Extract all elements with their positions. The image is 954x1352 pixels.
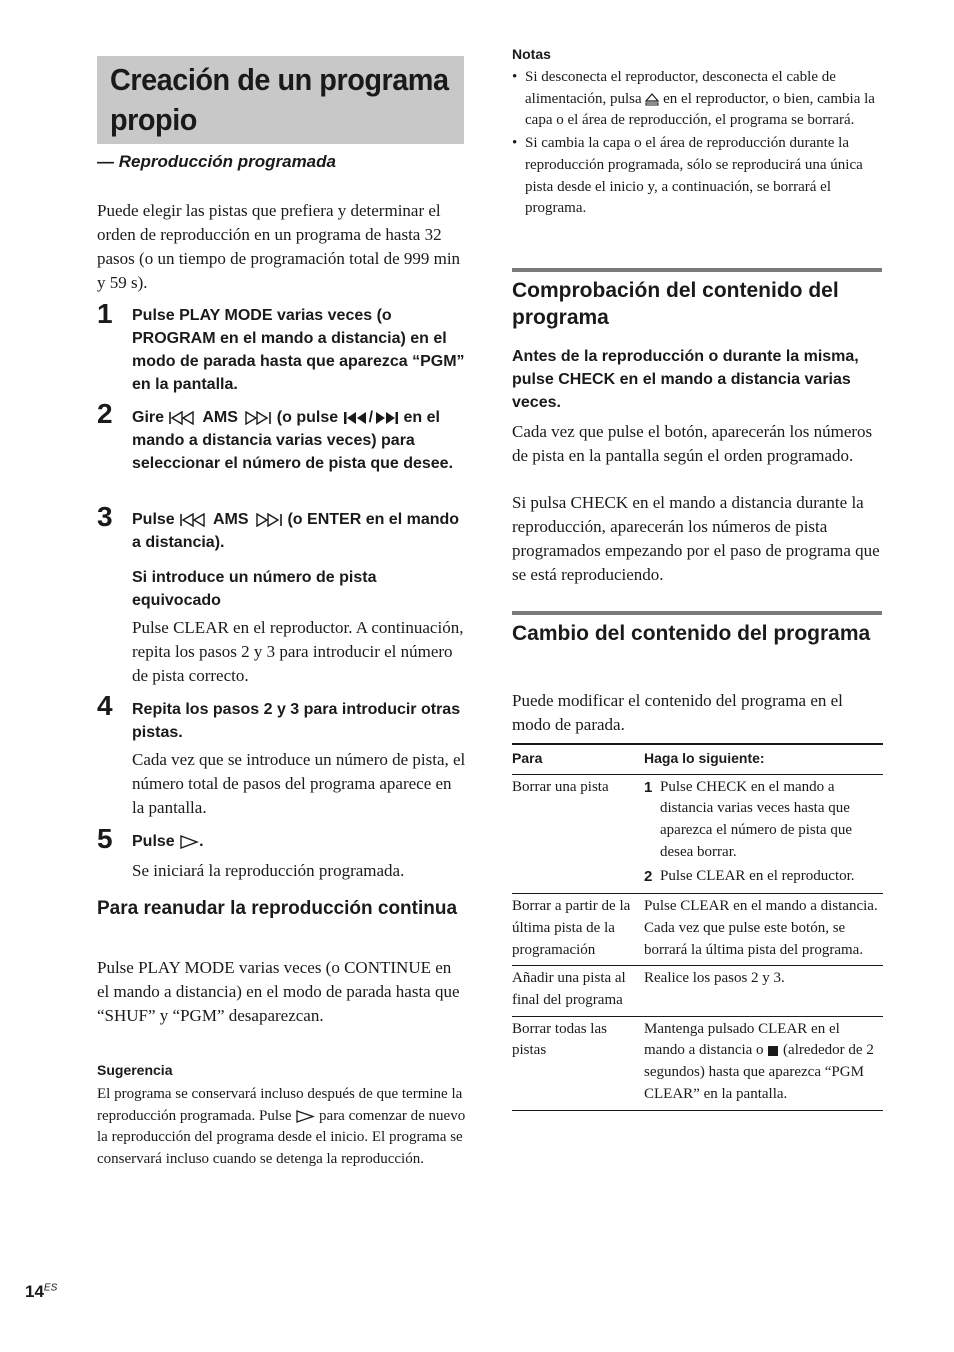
program-table <box>512 743 883 1111</box>
table-substep-text: Pulse CHECK en el mando a distancia varias veces hasta que aparezca el número de pista que desea borrar. <box>660 778 852 860</box>
table-cell-action: Realice los pasos 2 y 3. <box>644 966 883 1016</box>
step-4-body: Cada vez que se introduce un número de pista, el número total de pasos del programa aparece en la pantalla. <box>132 750 466 817</box>
section-rule <box>512 611 882 615</box>
step-1-text: Pulse PLAY MODE varias veces (o PROGRAM en el mando a distancia) en el modo de parada hasta que aparezca “PGM” en la pantalla. <box>132 307 465 393</box>
table-cell-action <box>644 1016 883 1110</box>
table-row <box>512 894 883 966</box>
skip-prev-icon <box>343 411 369 425</box>
table-substep <box>644 777 883 864</box>
play-icon <box>295 1110 315 1123</box>
step-5-number: 5 <box>97 823 113 854</box>
step-5-text-b: . <box>199 833 204 850</box>
ams-prev-icon <box>168 411 198 425</box>
table-cell-para: Añadir una pista al final del programa <box>512 966 644 1016</box>
table-cell-text-a: Mantenga pulsado CLEAR en el mando a distancia o <box>644 1020 840 1059</box>
ams-next-icon <box>253 513 283 527</box>
tip-body-a: El programa se conservará incluso después de que termine la reproducción programada. Pulse <box>97 1086 463 1124</box>
table-substep-text: Pulse CLEAR en el reproductor. <box>660 867 855 884</box>
table-header-para: Para <box>512 744 644 774</box>
step-3-text-b: AMS <box>213 511 249 528</box>
check-heading: Comprobación del contenido del programa <box>512 279 839 329</box>
notes-list <box>512 67 884 221</box>
skip-next-icon <box>373 411 399 425</box>
page-subtitle: — Reproducción programada <box>97 152 336 171</box>
title-line-2: propio <box>110 102 197 137</box>
resume-heading: Para reanudar la reproducción continua <box>97 898 458 919</box>
ams-prev-icon <box>179 513 209 527</box>
table-cell-action <box>644 894 883 966</box>
step-2-text: Gire AMS (o pulse / en el mando a distancia varias veces) para seleccionar el número de pista que desee. <box>132 409 454 472</box>
table-cell-para: Borrar a partir de la última pista de la programación <box>512 894 644 966</box>
tip-body-b: para comenzar de nuevo la reproducción del programa desde el inicio. El programa se conservará incluso cuando se detenga la reproducción. <box>97 1107 466 1168</box>
step-2-number: 2 <box>97 398 113 429</box>
step-5-text <box>132 830 467 853</box>
note-item-1 <box>512 67 884 132</box>
step-5-text-a: Pulse <box>132 833 175 850</box>
change-heading: Cambio del contenido del programa <box>512 622 871 645</box>
table-cell-action <box>644 774 883 894</box>
tip-heading: Sugerencia <box>97 1062 173 1078</box>
table-row <box>512 966 883 1016</box>
step-3-subheading: Si introduce un número de pista equivocado <box>132 569 377 609</box>
title-line-1: Creación de un programa <box>110 62 449 97</box>
check-body-2: Si pulsa CHECK en el mando a distancia durante la reproducción, aparecerán los números de pista programados empezando por el paso de programa que se está reproduciendo. <box>512 493 880 584</box>
note-1-a: Si desconecta el reproductor, desconecta el cable de alimentación, pulsa <box>525 69 836 107</box>
table-header-action: Haga lo siguiente: <box>644 744 883 774</box>
table-header-row <box>512 744 883 774</box>
step-1-number: 1 <box>97 298 113 329</box>
table-cell-para: Borrar una pista <box>512 774 644 894</box>
step-3-text <box>132 508 467 554</box>
step-2-text-d: en el mando a distancia varias veces) para seleccionar el número de pista que desee. <box>132 409 454 472</box>
tip-body <box>97 1084 467 1171</box>
step-4-text: Repita los pasos 2 y 3 para introducir otras pistas. <box>132 701 461 741</box>
intro-paragraph: Puede elegir las pistas que prefiera y determinar el orden de reproducción en un programa de hasta 32 pasos (o un tiempo de programación total de 999 min y 59 s). <box>97 201 461 292</box>
step-4-number: 4 <box>97 690 113 721</box>
step-5-body: Se iniciará la reproducción programada. <box>132 861 405 880</box>
step-3-text-a: Pulse <box>132 511 175 528</box>
table-substep-number: 1 <box>644 778 653 796</box>
resume-body: Pulse PLAY MODE varias veces (o CONTINUE en el mando a distancia) en el modo de parada hasta que “SHUF” y “PGM” desaparezcan. <box>97 958 460 1025</box>
table-row <box>512 1016 883 1110</box>
notes-heading: Notas <box>512 46 551 62</box>
page-title <box>110 60 463 140</box>
page-number-value: 14 <box>25 1282 44 1301</box>
ams-next-icon <box>242 411 272 425</box>
table-cell-line: Pulse CLEAR en el mando a distancia. <box>644 898 878 915</box>
table-substep <box>644 866 883 888</box>
step-3-sub-body: Pulse CLEAR en el reproductor. A continuación, repita los pasos 2 y 3 para introducir el número de pista correcto. <box>132 618 464 685</box>
step-3-text-c: (o ENTER en el mando a distancia). <box>132 511 460 551</box>
check-lead: Antes de la reproducción o durante la misma, pulse CHECK en el mando a distancia varias veces. <box>512 348 859 411</box>
note-1-b: en el reproductor, o bien, cambia la capa o el área de reproducción, el programa se borrará. <box>525 90 875 129</box>
stop-icon <box>767 1045 779 1057</box>
check-body-1: Cada vez que pulse el botón, aparecerán los números de pista en la pantalla según el orden programado. <box>512 422 873 465</box>
page-language-suffix: ES <box>43 1282 58 1294</box>
table-cell-para: Borrar todas las pistas <box>512 1016 644 1110</box>
step-3-number: 3 <box>97 501 113 532</box>
eject-icon <box>645 93 659 106</box>
section-rule <box>512 268 882 272</box>
step-2-text-b: AMS <box>202 409 238 426</box>
table-cell-text-b: (alrededor de 2 segundos) hasta que aparezca “PGM CLEAR” en la pantalla. <box>644 1042 874 1102</box>
step-2-text-c: (o pulse <box>276 409 339 426</box>
step-2-text-a: Gire <box>132 409 165 426</box>
table-substep-number: 2 <box>644 867 653 885</box>
table-cell-line: Cada vez que pulse este botón, se borrará la última pista del programa. <box>644 919 864 958</box>
page-number <box>25 1282 57 1302</box>
table-row <box>512 774 883 894</box>
play-icon <box>179 835 199 849</box>
title-banner <box>97 56 464 144</box>
note-item-2: • Si cambia la capa o el área de reproducción durante la reproducción programada, sólo se reproducirá una única pista desde el inicio y, a continuación, se borrará el programa. <box>512 133 884 220</box>
change-body: Puede modificar el contenido del programa en el modo de parada. <box>512 691 843 734</box>
